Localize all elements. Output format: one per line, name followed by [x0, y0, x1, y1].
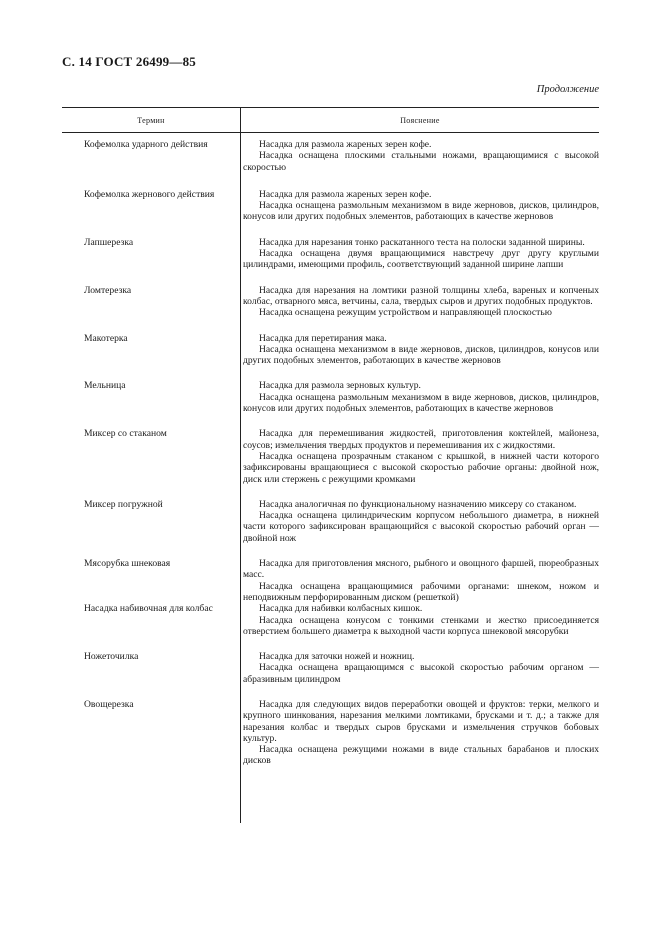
term-cell: Миксер погружной — [84, 498, 163, 510]
explanation-cell — [240, 558, 599, 603]
explanation-cell — [240, 428, 599, 484]
explanation-paragraph: Насадка оснащена двумя вращающимися навстречу друг другу круглыми цилиндрами, имеющими профиль, соответствующий заданной ширине лапши — [243, 248, 599, 271]
explanation-paragraph: Насадка для перемешивания жидкостей, приготовления коктейлей, майонеза, соусов; измельчения твердых продуктов и перемешивания их с жидкостями. — [243, 428, 599, 451]
term-cell: Ломтерезка — [84, 284, 132, 296]
explanation-paragraph: Насадка оснащена вращающимся с высокой скоростью рабочим органом — абразивным цилиндром — [243, 662, 599, 685]
table-row — [62, 133, 599, 173]
explanation-paragraph: Насадка оснащена размольным механизмом в виде жерновов, дисков, цилиндров, конусов или других подобных элементов, работающих в качестве жерновов — [243, 391, 599, 415]
explanation-paragraph: Насадка для заточки ножей и ножниц. — [259, 651, 415, 663]
explanation-cell — [240, 699, 599, 767]
table-row — [62, 685, 599, 767]
explanation-paragraph: Насадка для набивки колбасных кишок. — [259, 603, 423, 615]
term-cell: Мельница — [84, 380, 126, 392]
explanation-paragraph: Насадка для приготовления мясного, рыбного и овощного фаршей, пюреобразных масс. — [243, 558, 599, 581]
term-cell: Ножеточилка — [84, 651, 139, 663]
term-cell: Кофемолка ударного действия — [84, 139, 208, 150]
explanation-paragraph: Насадка оснащена прозрачным стаканом с крышкой, в нижней части которого зафиксированы вращающиеся с высокой скоростью рабочие органы: двойной нож, диск или стержень с режущими кромками — [243, 450, 599, 485]
table-row — [62, 603, 599, 637]
explanation-cell — [240, 499, 599, 544]
table-row — [62, 271, 599, 319]
term-cell: Макотерка — [84, 332, 128, 344]
explanation-paragraph: Насадка оснащена механизмом в виде жерновов, дисков, цилиндров, конусов или других подобных элементов, работающих в качестве жерновов — [243, 343, 599, 367]
explanation-paragraph: Насадка оснащена вращающимися рабочими органами: шнеком, ножом и неподвижным перфорированным диском (решеткой) — [243, 580, 599, 603]
explanation-cell — [240, 333, 599, 367]
explanation-cell — [240, 285, 599, 319]
explanation-paragraph: Насадка оснащена режущими ножами в виде стальных барабанов и плоских дисков — [243, 744, 599, 767]
table-header — [62, 108, 599, 132]
term-cell: Миксер со стаканом — [84, 428, 167, 440]
table-body — [62, 133, 599, 767]
explanation-cell — [240, 380, 599, 414]
explanation-paragraph: Насадка аналогичная по функциональному назначению миксеру со стаканом. — [259, 498, 577, 510]
term-cell: Кофемолка жернового действия — [84, 188, 215, 200]
explanation-paragraph: Насадка для следующих видов переработки овощей и фруктов: терки, мелкого и крупного шинкования, нарезания мелкими ломтиками, брусками и т. д.; а также для нарезания колбас и твердых сыров брусками и измельчения стручков бобовых культур. — [243, 698, 599, 744]
explanation-cell — [240, 139, 599, 173]
explanation-paragraph: Насадка для размола зерновых культур. — [259, 380, 421, 392]
table-row — [62, 173, 599, 223]
table-row — [62, 544, 599, 603]
page-header: С. 14 ГОСТ 26499—85 — [62, 54, 196, 69]
table-row — [62, 414, 599, 484]
table-row — [62, 223, 599, 271]
term-cell: Насадка набивочная для колбас — [84, 603, 213, 615]
explanation-paragraph: Насадка для размола жареных зерен кофе. — [259, 139, 432, 150]
explanation-paragraph: Насадка для нарезания тонко раскатанного теста на полоски заданной ширины. — [259, 236, 585, 248]
explanation-cell — [240, 189, 599, 223]
table-row — [62, 319, 599, 367]
terms-table — [62, 107, 599, 767]
column-header-term: Термин — [62, 108, 241, 132]
explanation-paragraph: Насадка для размола жареных зерен кофе. — [259, 188, 432, 200]
explanation-paragraph: Насадка для нарезания на ломтики разной толщины хлеба, вареных и копченых колбас, отварного мяса, ветчины, сала, твердых сыров и других подобных продуктов. — [243, 284, 599, 307]
column-header-explanation: Пояснение — [400, 115, 440, 125]
explanation-paragraph: Насадка оснащена плоскими стальными ножами, вращающимися с высокой скоростью — [243, 150, 599, 173]
explanation-paragraph: Насадка оснащена размольным механизмом в виде жерновов, дисков, цилиндров, конусов или других подобных элементов, работающих в качестве жерновов — [243, 200, 599, 223]
explanation-paragraph: Насадка для перетирания мака. — [259, 332, 387, 344]
explanation-paragraph: Насадка оснащена режущим устройством и направляющей плоскостью — [259, 307, 552, 319]
table-row — [62, 485, 599, 544]
term-cell: Овощерезка — [84, 698, 134, 710]
explanation-paragraph: Насадка оснащена цилиндрическим корпусом небольшого диаметра, в нижней части которого зафиксирован вращающийся с высокой скоростью рабочий орган — двойной нож — [243, 510, 599, 544]
table-row — [62, 366, 599, 414]
term-cell: Мясорубка шнековая — [84, 558, 171, 570]
explanation-paragraph: Насадка оснащена конусом с тонкими стенками и жестко присоединяется отверстием большего диаметра к выходной части корпуса шнековой мясорубки — [243, 614, 599, 637]
term-cell: Лапшерезка — [84, 236, 134, 248]
explanation-cell — [240, 651, 599, 685]
explanation-cell — [240, 237, 599, 271]
explanation-cell — [240, 603, 599, 637]
table-row — [62, 637, 599, 685]
continuation-label: Продолжение — [536, 84, 599, 95]
